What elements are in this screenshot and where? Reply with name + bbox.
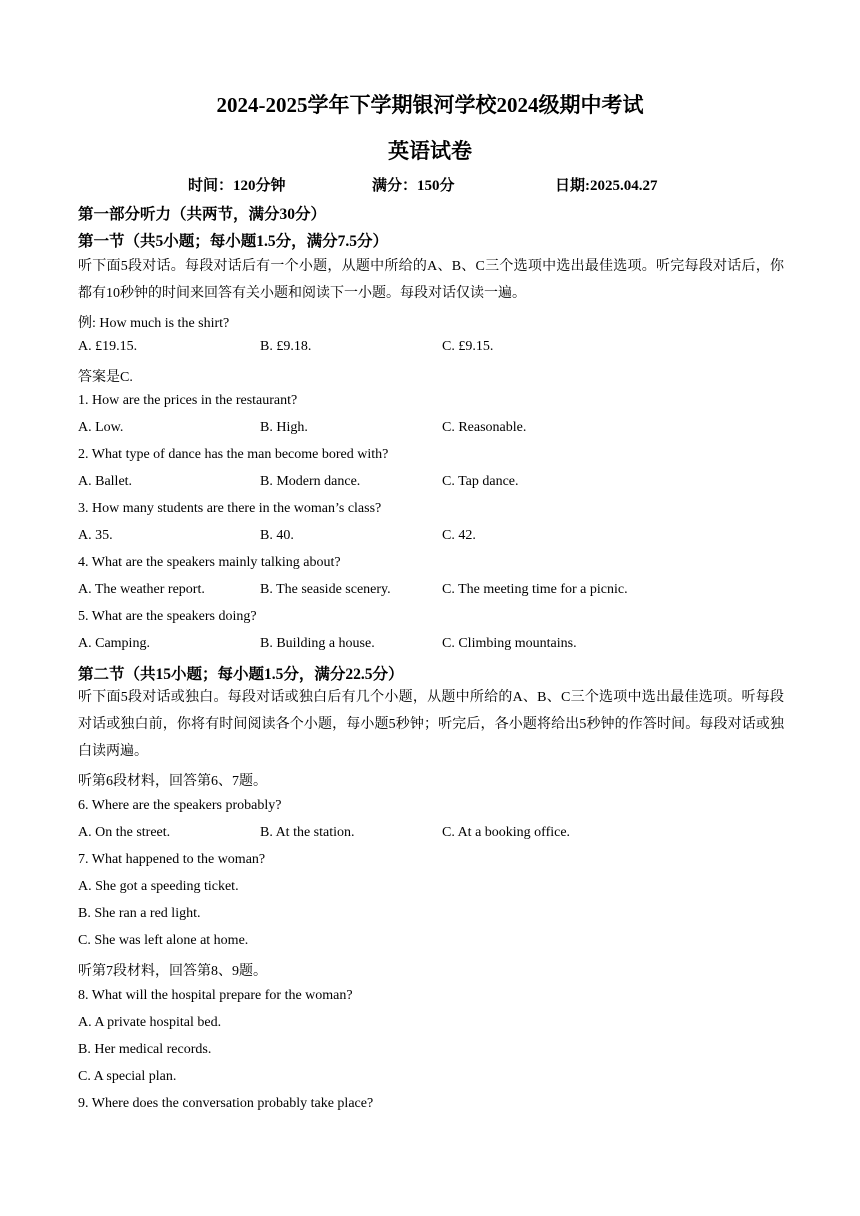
example-option-c: C. £9.15.	[442, 339, 494, 354]
question-1: 1. How are the prices in the restaurant?	[78, 393, 298, 408]
q6-option-b: B. At the station.	[260, 825, 355, 840]
q5-option-a: A. Camping.	[78, 636, 150, 651]
section2-heading: 第二节（共15小题；每小题1.5分，满分22.5分）	[78, 666, 404, 683]
exam-date: 日期:2025.04.27	[555, 178, 658, 194]
example-question: 例: How much is the shirt?	[78, 316, 230, 331]
q7-option-c: C. She was left alone at home.	[78, 933, 249, 948]
q2-option-b: B. Modern dance.	[260, 474, 361, 489]
q4-option-c: C. The meeting time for a picnic.	[442, 582, 628, 597]
q7-option-b: B. She ran a red light.	[78, 906, 201, 921]
section1-heading: 第一节（共5小题；每小题1.5分，满分7.5分）	[78, 233, 389, 250]
q3-option-c: C. 42.	[442, 528, 476, 543]
question-9: 9. Where does the conversation probably take place?	[78, 1096, 374, 1111]
question-5: 5. What are the speakers doing?	[78, 609, 257, 624]
q5-option-c: C. Climbing mountains.	[442, 636, 577, 651]
question-3: 3. How many students are there in the woman’s class?	[78, 501, 382, 516]
q6-option-c: C. At a booking office.	[442, 825, 571, 840]
q8-option-c: C. A special plan.	[78, 1069, 177, 1084]
q6-option-a: A. On the street.	[78, 825, 171, 840]
q1-option-a: A. Low.	[78, 420, 124, 435]
material-6-note: 听第6段材料，回答第6、7题。	[78, 774, 267, 789]
question-6: 6. Where are the speakers probably?	[78, 798, 282, 813]
section2-instructions: 听下面5段对话或独白。每段对话或独白后有几个小题，从题中所给的A、B、C三个选项中选出最佳选项。听每段对话或独白前，你将有时间阅读各个小题，每小题5秒钟；听完后，各小题将给出5秒钟的作答时间。每段对话或独白读两遍。	[78, 690, 784, 759]
question-2: 2. What type of dance has the man become bored with?	[78, 447, 389, 462]
question-8: 8. What will the hospital prepare for the woman?	[78, 988, 353, 1003]
q8-option-a: A. A private hospital bed.	[78, 1015, 222, 1030]
exam-time: 时间：120分钟	[188, 178, 286, 194]
q1-option-b: B. High.	[260, 420, 308, 435]
example-answer: 答案是C.	[78, 370, 133, 385]
q4-option-b: B. The seaside scenery.	[260, 582, 391, 597]
q3-option-b: B. 40.	[260, 528, 294, 543]
section1-instructions: 听下面5段对话。每段对话后有一个小题，从题中所给的A、B、C三个选项中选出最佳选项。听完每段对话后，你都有10秒钟的时间来回答有关小题和阅读下一小题。每段对话仅读一遍。	[78, 259, 784, 301]
q5-option-b: B. Building a house.	[260, 636, 375, 651]
exam-title: 2024-2025学年下学期银河学校2024级期中考试	[216, 93, 644, 117]
q4-option-a: A. The weather report.	[78, 582, 205, 597]
part1-heading: 第一部分听力（共两节，满分30分）	[78, 206, 327, 223]
example-option-a: A. £19.15.	[78, 339, 138, 354]
material-7-note: 听第7段材料，回答第8、9题。	[78, 964, 267, 979]
q3-option-a: A. 35.	[78, 528, 113, 543]
example-option-b: B. £9.18.	[260, 339, 312, 354]
q2-option-c: C. Tap dance.	[442, 474, 519, 489]
q1-option-c: C. Reasonable.	[442, 420, 527, 435]
q7-option-a: A. She got a speeding ticket.	[78, 879, 239, 894]
exam-subtitle: 英语试卷	[388, 139, 472, 163]
q2-option-a: A. Ballet.	[78, 474, 133, 489]
question-4: 4. What are the speakers mainly talking about?	[78, 555, 341, 570]
question-7: 7. What happened to the woman?	[78, 852, 266, 867]
q8-option-b: B. Her medical records.	[78, 1042, 212, 1057]
exam-score: 满分：150分	[372, 178, 455, 194]
